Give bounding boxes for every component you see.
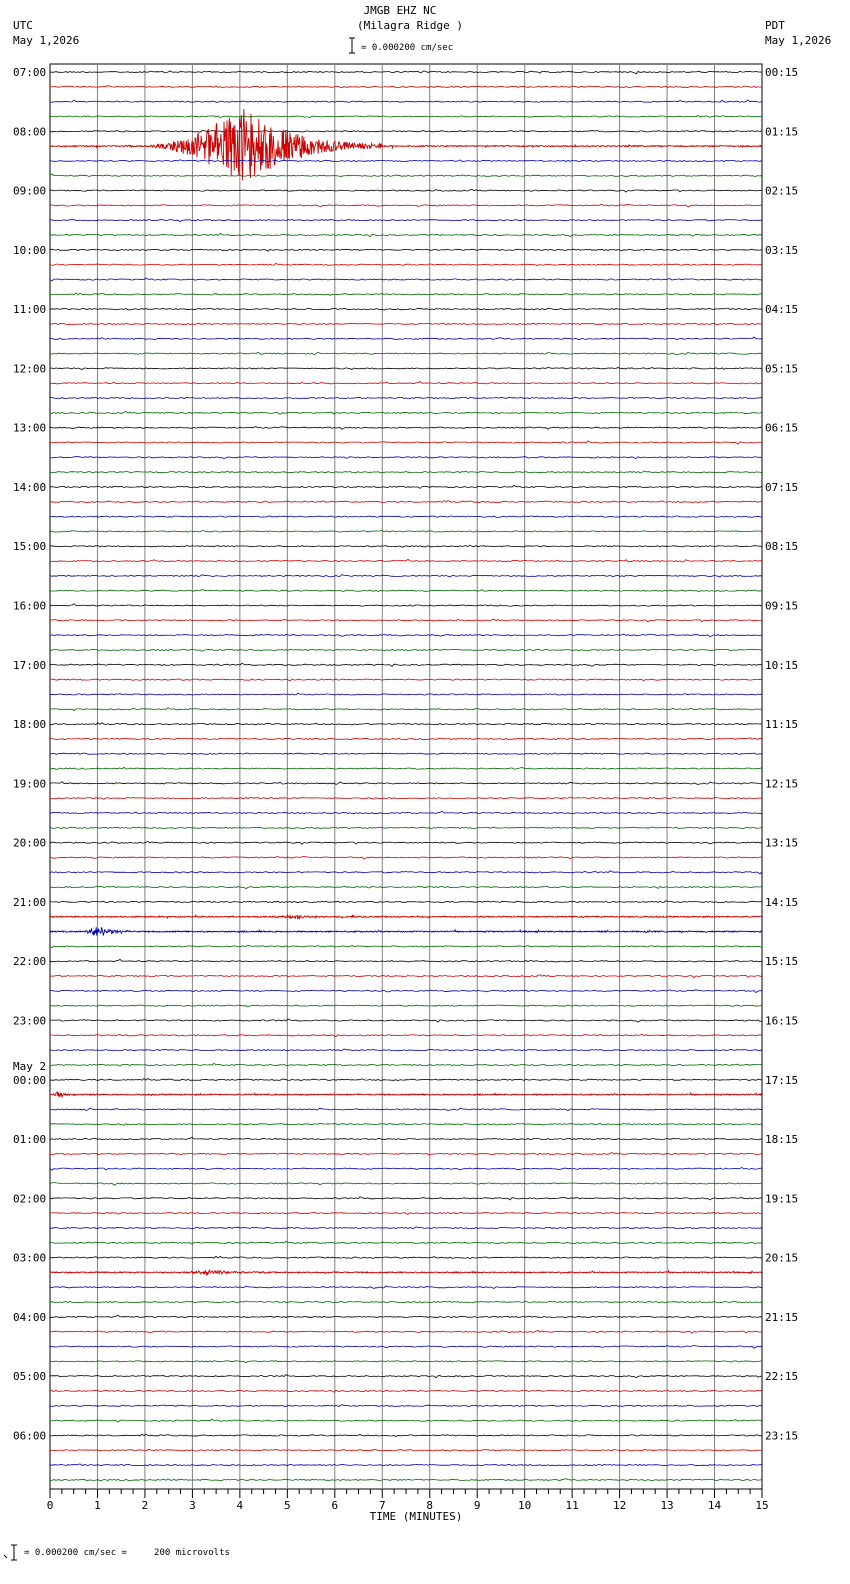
utc-label: 03:00 [13,1251,47,1265]
trace-31 [50,530,762,532]
trace-16 [50,308,762,310]
scale-label: = 0.000200 cm/sec [361,43,454,53]
pdt-label: 06:15 [765,421,799,435]
pdt-label: 13:15 [765,836,799,850]
trace-28 [50,485,762,488]
trace-47 [50,767,762,769]
x-tick-label: 3 [189,1499,196,1512]
trace-83 [50,1301,762,1303]
utc-label: 14:00 [13,480,47,494]
utc-label: 12:00 [13,362,47,376]
trace-55 [50,887,762,889]
trace-26 [50,457,762,459]
footer-scale-note: = 0.000200 cm/sec = 200 microvolts [24,1548,230,1558]
trace-88 [50,1375,762,1378]
trace-53 [50,856,762,859]
trace-14 [50,278,762,281]
trace-8 [50,189,762,192]
trace-59 [50,945,762,947]
trace-91 [50,1419,762,1422]
x-tick-label: 0 [46,1499,54,1512]
utc-date-change-label: May 2 [13,1059,47,1073]
pdt-label: 01:15 [765,125,799,139]
trace-87 [50,1361,762,1363]
pdt-label: 11:15 [765,718,799,732]
x-tick-label: 13 [660,1499,674,1512]
utc-label: 16:00 [13,599,47,613]
trace-62 [50,990,762,993]
utc-label: 13:00 [13,421,47,435]
trace-64 [50,1019,762,1022]
trace-95 [50,1479,762,1481]
utc-label: 15:00 [13,540,47,554]
left-date: May 1,2026 [13,34,80,47]
pdt-label: 09:15 [765,599,799,613]
scale-bar-icon [349,38,355,53]
trace-70 [50,1108,762,1111]
trace-group [50,71,762,1481]
trace-1 [50,86,762,88]
trace-38 [50,634,762,637]
trace-19 [50,352,762,355]
trace-0 [50,71,762,74]
trace-2 [50,100,762,103]
trace-54 [50,871,762,874]
trace-90 [50,1405,762,1407]
utc-label: 10:00 [13,243,47,257]
pdt-label: 20:15 [765,1251,799,1265]
trace-65 [50,1035,762,1037]
trace-60 [50,959,762,961]
x-tick-label: 10 [518,1499,532,1512]
trace-46 [50,753,762,754]
trace-74 [50,1168,762,1171]
trace-35 [50,590,762,592]
trace-69 [50,1092,762,1097]
x-tick-label: 7 [378,1499,386,1512]
trace-82 [50,1286,762,1288]
trace-18 [50,337,762,339]
utc-label: 04:00 [13,1310,47,1324]
trace-49 [50,797,762,799]
x-tick-label: 5 [284,1499,291,1512]
minute-grid [50,64,762,1489]
utc-label: 21:00 [13,895,47,909]
pdt-label: 19:15 [765,1192,799,1206]
trace-37 [50,619,762,622]
utc-label: 17:00 [13,658,47,672]
trace-48 [50,782,762,785]
pdt-hour-labels [765,66,798,1442]
station-title: JMGB EHZ NC [363,4,437,17]
utc-label: 23:00 [13,1014,47,1028]
trace-33 [50,559,762,562]
x-tick-label: 9 [473,1499,481,1512]
trace-94 [50,1464,762,1466]
plot-frame [50,64,762,1489]
x-tick-label: 6 [331,1499,339,1512]
trace-84 [50,1315,762,1317]
trace-6 [50,160,762,162]
trace-92 [50,1434,762,1436]
trace-79 [50,1241,762,1244]
trace-68 [50,1079,762,1081]
trace-24 [50,427,762,430]
trace-40 [50,663,762,666]
utc-label: 05:00 [13,1370,47,1384]
trace-10 [50,219,762,221]
pdt-label: 16:15 [765,1014,799,1028]
trace-77 [50,1213,762,1215]
utc-label: 01:00 [13,1133,47,1147]
pdt-label: 18:15 [765,1133,799,1147]
trace-73 [50,1153,762,1155]
trace-86 [50,1346,762,1349]
pdt-label: 05:15 [765,362,799,376]
utc-label: 08:00 [13,125,47,139]
utc-label: 07:00 [13,66,47,79]
utc-label: 20:00 [13,836,47,850]
trace-81 [50,1270,762,1274]
trace-3 [50,115,762,117]
x-axis-label: TIME (MINUTES) [369,1510,463,1523]
trace-5 [50,109,762,180]
x-axis [47,1489,769,1523]
pdt-label: 10:15 [765,658,799,672]
pdt-label: 22:15 [765,1370,799,1384]
trace-58 [50,927,762,935]
trace-89 [50,1390,762,1392]
trace-78 [50,1227,762,1229]
trace-44 [50,723,762,725]
utc-label: 00:00 [13,1073,47,1087]
trace-21 [50,381,762,383]
pdt-label: 07:15 [765,480,799,494]
trace-93 [50,1449,762,1451]
trace-50 [50,811,762,813]
trace-43 [50,708,762,711]
trace-22 [50,397,762,398]
utc-label: 06:00 [13,1429,47,1443]
x-tick-label: 15 [755,1499,769,1512]
trace-17 [50,323,762,325]
trace-72 [50,1137,762,1140]
pdt-label: 08:15 [765,540,799,554]
trace-57 [50,915,762,919]
trace-85 [50,1331,762,1334]
trace-30 [50,516,762,518]
trace-20 [50,367,762,369]
trace-52 [50,841,762,844]
pdt-label: 04:15 [765,303,799,317]
station-location: (Milagra Ridge ) [357,19,463,32]
trace-80 [50,1256,762,1258]
pdt-label: 21:15 [765,1310,799,1324]
trace-27 [50,471,762,473]
x-tick-label: 14 [707,1499,722,1512]
trace-56 [50,901,762,903]
trace-34 [50,575,762,577]
utc-label: 22:00 [13,955,47,969]
utc-hour-labels [13,66,46,1442]
pdt-label: 00:15 [765,66,799,79]
x-tick-label: 11 [565,1499,579,1512]
trace-36 [50,604,762,607]
trace-45 [50,738,762,740]
footer-scale-bar-icon [4,1545,17,1560]
trace-12 [50,249,762,251]
trace-11 [50,233,762,236]
pdt-label: 15:15 [765,955,799,969]
trace-76 [50,1197,762,1200]
x-tick-label: 4 [236,1499,244,1512]
pdt-label: 12:15 [765,777,799,791]
pdt-label: 23:15 [765,1429,799,1443]
trace-7 [50,174,762,177]
x-tick-label: 8 [426,1499,434,1512]
pdt-label: 14:15 [765,895,799,909]
right-timezone: PDT [765,19,785,32]
trace-67 [50,1063,762,1066]
utc-label: 19:00 [13,777,47,791]
trace-63 [50,1005,762,1007]
utc-label: 02:00 [13,1192,47,1206]
trace-9 [50,204,762,207]
trace-25 [50,441,762,444]
x-tick-label: 1 [94,1499,101,1512]
trace-39 [50,649,762,651]
left-timezone: UTC [13,19,33,32]
x-tick-label: 12 [612,1499,627,1512]
trace-41 [50,679,762,681]
trace-51 [50,827,762,828]
utc-label: 09:00 [13,184,47,198]
right-date: May 1,2026 [765,34,832,47]
trace-15 [50,293,762,295]
trace-4 [50,131,762,133]
trace-66 [50,1049,762,1051]
utc-label: 18:00 [13,718,47,732]
utc-label: 11:00 [13,303,47,317]
pdt-label: 17:15 [765,1073,799,1087]
trace-71 [50,1123,762,1125]
trace-13 [50,263,762,265]
trace-61 [50,975,762,978]
trace-42 [50,693,762,695]
pdt-label: 03:15 [765,243,799,257]
x-tick-label: 2 [141,1499,149,1512]
trace-32 [50,545,762,547]
trace-23 [50,412,762,415]
trace-75 [50,1183,762,1186]
trace-29 [50,501,762,503]
pdt-label: 02:15 [765,184,799,198]
